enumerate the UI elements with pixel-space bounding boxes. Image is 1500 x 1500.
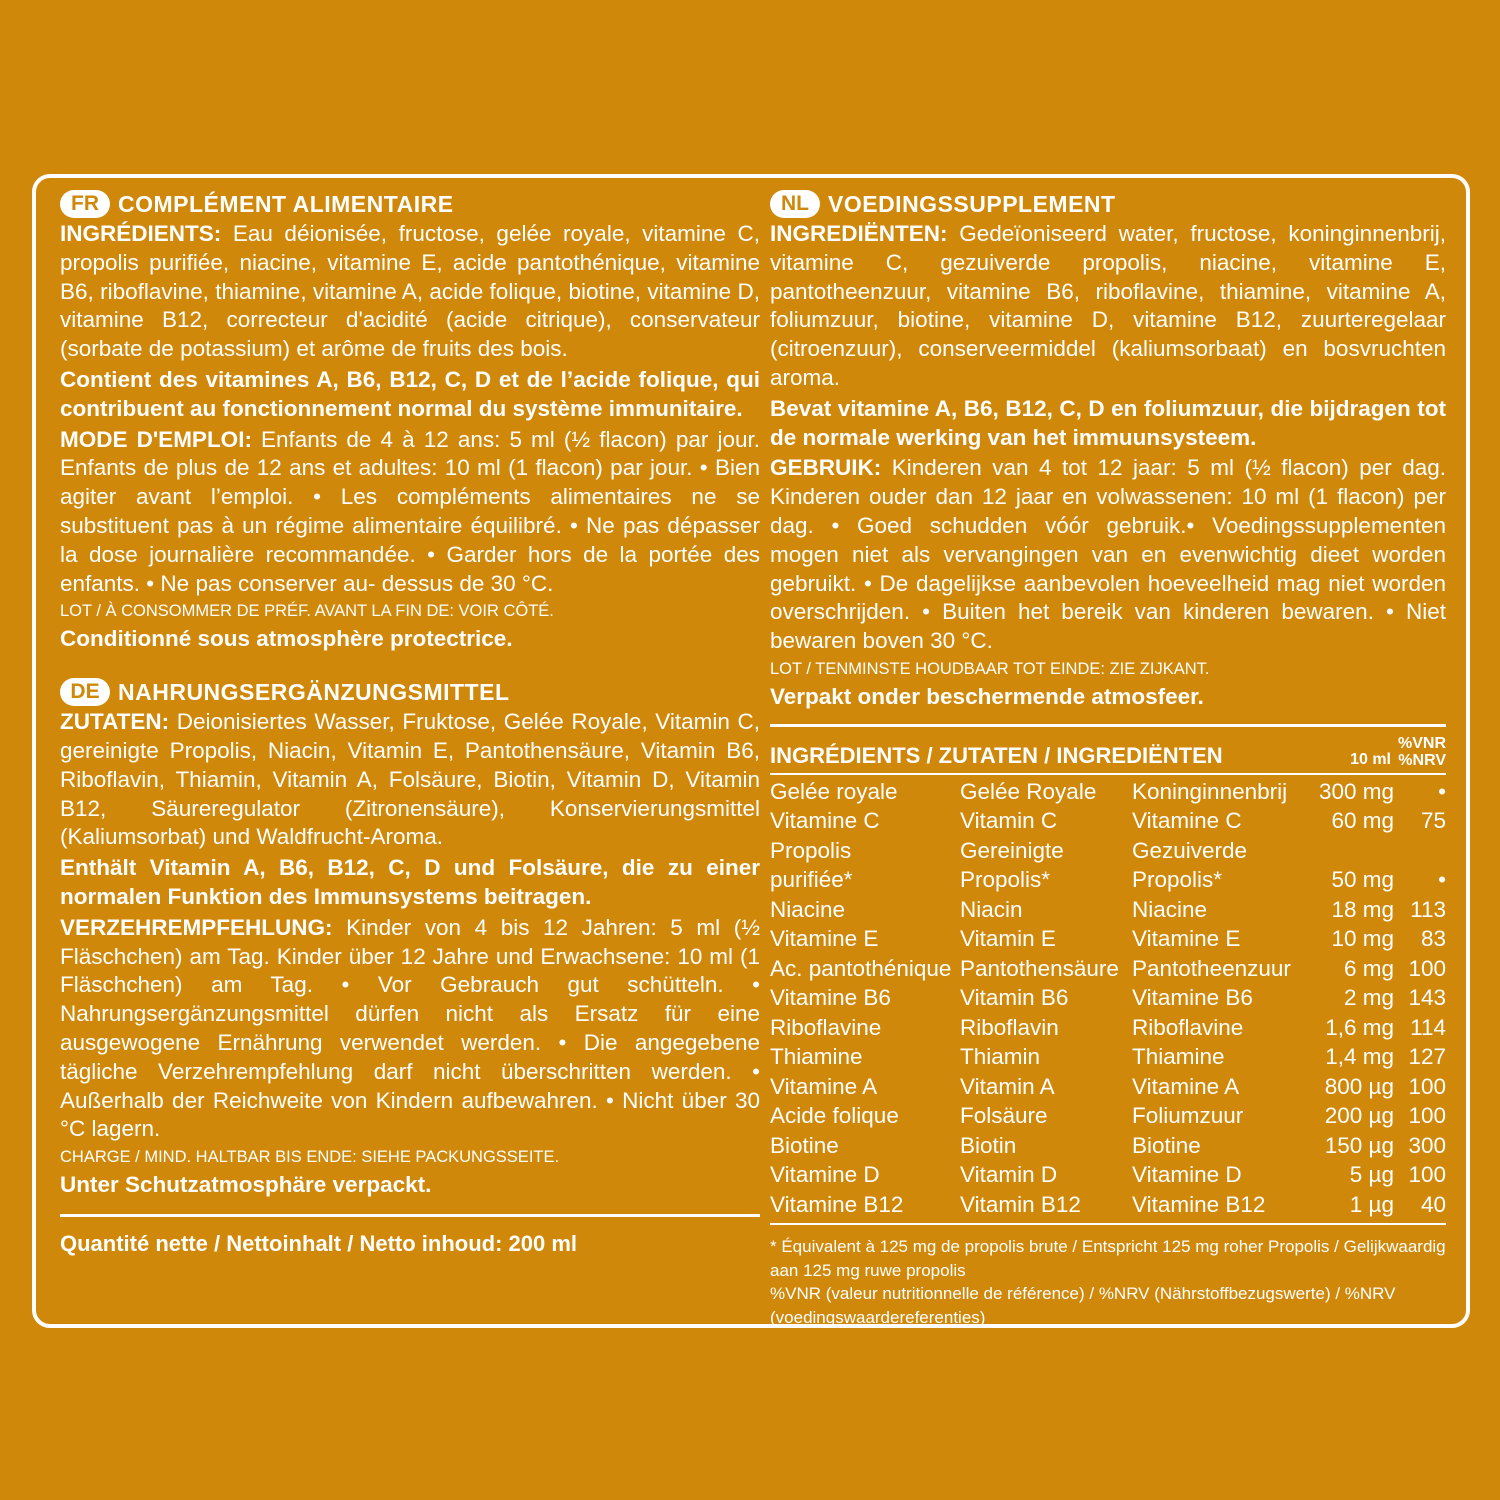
table-row	[770, 1160, 1446, 1190]
cell-amount: 800 µg	[1324, 1073, 1394, 1099]
nl-ingredients: INGREDIËNTEN: Gedeïoniseerd water, fructose, koninginnenbrij, vitamine C, gezuiverde propolis, niacine, vitamine E, pantotheenzuur, vitamine B6, riboflavine, thiamine, vitamine A, foliumzuur, biotine, vitamine D, vitamine B12, zuurteregelaar (citroenzuur), conserveermiddel (kaliumsorbaat) en bosvruchten aroma.	[770, 221, 1446, 390]
table-row	[770, 1042, 1446, 1072]
cell-pct: 83	[1420, 926, 1446, 951]
cell-amount: 2 mg	[1343, 985, 1394, 1010]
cell-fr: Vitamine C	[770, 808, 880, 833]
cell-nl: Vitamine D	[1132, 1162, 1242, 1187]
cell-pct: 114	[1410, 1014, 1446, 1040]
table-row	[770, 924, 1446, 954]
cell-pct: 100	[1408, 1162, 1446, 1187]
cell-pct: •	[1438, 778, 1446, 804]
cell-pct: 127	[1408, 1044, 1446, 1069]
cell-fr: Vitamine D	[770, 1162, 880, 1187]
fr-usage: MODE D'EMPLOI: Enfants de 4 à 12 ans: 5 ml (½ flacon) par jour. Enfants de plus de 12 ans et adultes: 10 ml (1 flacon) par jour. • Bien agiter avant l’emploi. • Les compléments alimentaires ne se substituent pas à un régime alimentaire équilibré. • Ne pas dépasser la dose journalière recommandée. • Garder hors de la portée des enfants. • Ne pas conserver au- dessus de 30 °C.	[60, 426, 760, 596]
table-row	[770, 1013, 1446, 1043]
cell-amount: 200 µg	[1324, 1103, 1394, 1128]
cell-de: Niacin	[960, 896, 1023, 922]
table-row	[770, 1101, 1446, 1131]
cell-fr: Thiamine	[770, 1044, 863, 1069]
cell-amount: 50 mg	[1331, 867, 1394, 892]
cell-nl: Niacine	[1132, 896, 1208, 922]
table-row	[770, 806, 1446, 836]
cell-pct: 40	[1420, 1191, 1446, 1217]
nl-claim: Bevat vitamine A, B6, B12, C, D en foliumzuur, die bijdragen tot de normale werking van het immuunsysteem.	[770, 395, 1446, 450]
cell-amount: 1 µg	[1349, 1191, 1394, 1217]
cell-amount: 1,6 mg	[1325, 1014, 1394, 1040]
de-lot: CHARGE / MIND. HALTBAR BIS ENDE: SIEHE PACKUNGSSEITE.	[60, 1148, 560, 1167]
cell-fr: Vitamine B6	[770, 985, 891, 1010]
cell-nl: Vitamine B12	[1132, 1191, 1266, 1217]
table-footnotes	[770, 1235, 1446, 1329]
cell-nl: Vitamine C	[1132, 808, 1242, 833]
table-title: INGRÉDIENTS / ZUTATEN / INGREDIËNTEN	[770, 742, 1223, 768]
cell-fr: Riboflavine	[770, 1014, 882, 1040]
cell-de: Propolis*	[960, 867, 1051, 892]
table-header	[770, 733, 1446, 773]
cell-pct: 113	[1410, 896, 1446, 922]
cell-de: Vitamin B12	[960, 1191, 1081, 1217]
cell-pct: •	[1438, 867, 1446, 892]
cell-pct: 100	[1408, 955, 1446, 981]
fr-atmosphere: Conditionné sous atmosphère protectrice.	[60, 626, 513, 652]
table-row	[770, 865, 1446, 895]
cell-de: Vitamin D	[960, 1162, 1058, 1187]
cell-nl: Thiamine	[1132, 1044, 1225, 1069]
de-badge: DE	[60, 678, 110, 706]
cell-pct: 300	[1408, 1132, 1446, 1158]
cell-amount: 150 µg	[1324, 1132, 1394, 1158]
table-row	[770, 954, 1446, 984]
right-column	[770, 178, 1446, 1329]
cell-de: Vitamin A	[960, 1073, 1055, 1099]
table-row	[770, 983, 1446, 1013]
cell-fr: Acide folique	[770, 1103, 899, 1128]
cell-de: Vitamin E	[960, 926, 1056, 951]
cell-fr: Vitamine B12	[770, 1191, 904, 1217]
fr-title: COMPLÉMENT ALIMENTAIRE	[118, 190, 454, 217]
cell-nl: Vitamine B6	[1132, 985, 1253, 1010]
table-bottom-rule	[770, 1223, 1446, 1225]
cell-de: Pantothensäure	[960, 955, 1119, 981]
cell-amount: 5 µg	[1349, 1162, 1394, 1187]
cell-amount: 10 mg	[1331, 926, 1394, 951]
cell-fr: Ac. pantothénique	[770, 955, 952, 981]
nl-atmosphere: Verpakt onder beschermende atmosfeer.	[770, 683, 1204, 709]
cell-nl: Vitamine A	[1132, 1073, 1240, 1099]
table-row	[770, 836, 1446, 866]
cell-pct: 143	[1408, 985, 1446, 1010]
cell-nl: Propolis*	[1132, 867, 1223, 892]
table-row	[770, 1190, 1446, 1220]
footnote-propolis: * Équivalent à 125 mg de propolis brute / Entspricht 125 mg roher Propolis / Gelijkwaardig aan 125 mg ruwe propolis	[770, 1237, 1446, 1280]
table-header-rule	[770, 773, 1446, 775]
de-ingredients: ZUTATEN: Deionisiertes Wasser, Fruktose, Gelée Royale, Vitamin C, gereinigte Propolis, Niacin, Vitamin E, Pantothensäure, Vitamin B6, Riboflavin, Thiamin, Vitamin A, Folsäure, Biotin, Vitamin D, Vitamin B12, Säureregulator (Zitronensäure), Konservierungsmittel (Kaliumsorbat) und Waldfrucht-Aroma.	[60, 709, 760, 850]
cell-nl: Vitamine E	[1132, 926, 1241, 951]
cell-fr: Biotine	[770, 1132, 839, 1158]
cell-fr: Vitamine E	[770, 926, 879, 951]
cell-de: Biotin	[960, 1132, 1017, 1158]
fr-badge: FR	[60, 190, 110, 218]
table-row	[770, 777, 1446, 807]
net-content: Quantité nette / Nettoinhalt / Netto inhoud: 200 ml	[60, 1230, 578, 1256]
cell-de: Vitamin B6	[960, 985, 1069, 1010]
table-top-rule	[770, 724, 1446, 727]
nl-heading	[770, 188, 1446, 220]
cell-amount: 300 mg	[1318, 778, 1394, 804]
cell-de: Riboflavin	[960, 1014, 1059, 1040]
de-atmosphere: Unter Schutzatmosphäre verpackt.	[60, 1172, 432, 1198]
nl-badge: NL	[770, 190, 820, 218]
cell-fr: Propolis	[770, 837, 852, 863]
cell-nl: Riboflavine	[1132, 1014, 1244, 1040]
nl-usage: GEBRUIK: Kinderen van 4 tot 12 jaar: 5 ml (½ flacon) per dag. Kinderen ouder dan 12 jaar en volwassenen: 10 ml (1 flacon) per dag. • Goed schudden vóór gebruik.• Voedingssupplementen mogen niet als vervangingen van en evenwichtig dieet worden gebruikt. • De dagelijkse aanbevolen hoeveelheid mag niet worden overschrijden. • Buiten het bereik van kinderen bewaren. • Niet bewaren boven 30 °C.	[770, 455, 1446, 654]
de-claim: Enthält Vitamin A, B6, B12, C, D und Folsäure, die zu einer normalen Funktion des Immunsystems beitragen.	[60, 855, 760, 909]
cell-amount: 1,4 mg	[1325, 1044, 1394, 1069]
fr-heading	[60, 188, 760, 220]
cell-fr: purifiée*	[770, 867, 853, 892]
de-heading	[60, 676, 760, 708]
cell-fr: Gelée royale	[770, 778, 898, 804]
de-usage: VERZEHREMPFEHLUNG: Kinder von 4 bis 12 Jahren: 5 ml (½ Fläschchen) am Tag. Kinder über 12 Jahre und Erwachsene: 10 ml (1 Fläschchen) am Tag. • Vor Gebrauch gut schütteln. • Nahrungsergänzungsmittel dürfen nicht als Ersatz für eine ausgewogene Ernährung verwendet werden. • Die angegebene tägliche Verzehrempfehlung darf nicht überschritten werden. • Außerhalb der Reichweite von Kindern aufbewahren. • Nicht über 30 °C lagern.	[60, 914, 760, 1142]
nl-lot: LOT / TENMINSTE HOUDBAAR TOT EINDE: ZIE ZIJKANT.	[770, 659, 1210, 678]
left-column	[60, 178, 760, 1257]
cell-nl: Foliumzuur	[1132, 1103, 1244, 1128]
de-title: NAHRUNGSERGÄNZUNGSMITTEL	[118, 678, 510, 705]
divider-rule	[60, 1214, 760, 1217]
cell-de: Folsäure	[960, 1103, 1048, 1128]
label-panel	[32, 174, 1470, 1328]
fr-lot: LOT / À CONSOMMER DE PRÉF. AVANT LA FIN DE: VOIR CÔTÉ.	[60, 602, 554, 621]
cell-amount: 6 mg	[1343, 955, 1394, 981]
table-row	[770, 1072, 1446, 1102]
table-amount-header: 10 ml	[1350, 750, 1391, 768]
cell-de: Gelée Royale	[960, 778, 1097, 804]
cell-amount: 18 mg	[1331, 896, 1394, 922]
table-row	[770, 1131, 1446, 1161]
cell-fr: Niacine	[770, 896, 846, 922]
cell-fr: Vitamine A	[770, 1073, 878, 1099]
table-body	[770, 777, 1446, 1220]
fr-ingredients: INGRÉDIENTS: Eau déionisée, fructose, gelée royale, vitamine C, propolis purifiée, niacine, vitamine E, acide pantothénique, vitamine B6, riboflavine, thiamine, vitamine A, acide folique, biotine, vitamine D, vitamine B12, correcteur d'acidité (acide citrique), conservateur (sorbate de potassium) et arôme de fruits des bois.	[60, 221, 760, 362]
cell-nl: Pantotheenzuur	[1132, 955, 1291, 981]
cell-pct: 100	[1408, 1073, 1446, 1099]
cell-pct: 100	[1408, 1103, 1446, 1128]
footnote-nrv: %VNR (valeur nutritionnelle de référence) / %NRV (Nährstoffbezugswerte) / %NRV (voedingswaardereferenties)	[770, 1284, 1396, 1327]
cell-de: Vitamin C	[960, 808, 1058, 833]
cell-de: Thiamin	[960, 1044, 1041, 1069]
cell-nl: Biotine	[1132, 1132, 1201, 1158]
table-pct-header: %VNR %NRV	[1397, 734, 1446, 769]
cell-pct: 75	[1420, 808, 1446, 833]
cell-amount: 60 mg	[1331, 808, 1394, 833]
cell-nl: Koninginnenbrij	[1132, 778, 1288, 804]
fr-claim: Contient des vitamines A, B6, B12, C, D et de l’acide folique, qui contribuent au fonctionnement normal du système immunitaire.	[60, 366, 760, 421]
cell-nl: Gezuiverde	[1132, 837, 1248, 863]
table-row	[770, 895, 1446, 925]
nl-title: VOEDINGSSUPPLEMENT	[828, 190, 1116, 217]
cell-de: Gereinigte	[960, 837, 1064, 863]
